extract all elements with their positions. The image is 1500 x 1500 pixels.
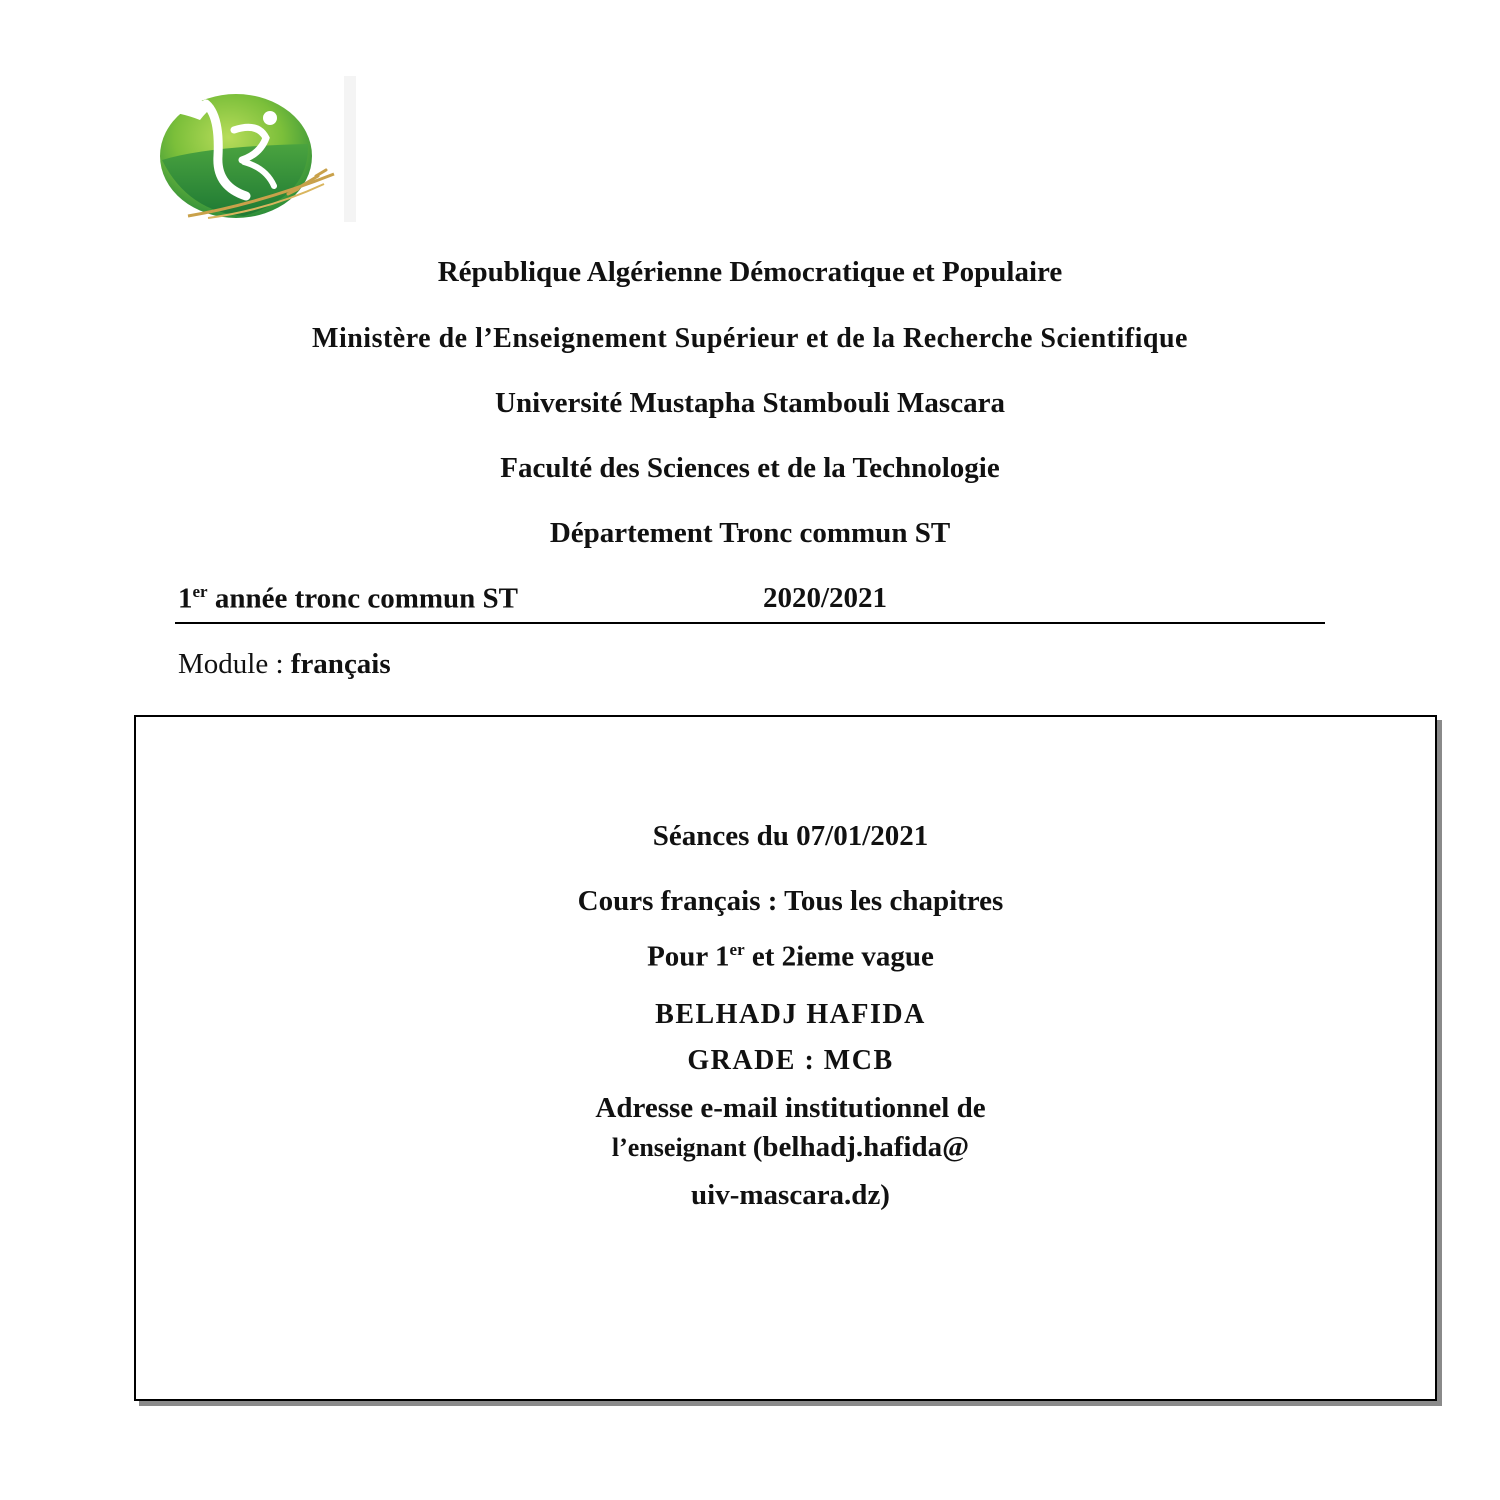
course-title: Cours français : Tous les chapitres (577, 885, 1004, 917)
header-faculty: Faculté des Sciences et de la Technologie (500, 452, 1000, 484)
header-divider (175, 622, 1325, 624)
teacher-name: BELHADJ HAFIDA (655, 999, 926, 1030)
level-label (178, 582, 518, 616)
email-line-3: uiv-mascara.dz) (691, 1179, 890, 1211)
level-text: année tronc commun ST (207, 582, 519, 615)
module-label: Module : (178, 648, 291, 680)
wave-suffix: et 2ieme vague (744, 940, 934, 973)
teacher-grade: GRADE : MCB (687, 1045, 894, 1076)
header-university: Université Mustapha Stambouli Mascara (495, 387, 1005, 419)
email-line2-value: (belhadj.hafida@ (752, 1131, 970, 1163)
module-line (178, 648, 391, 681)
level-superscript: er (192, 582, 208, 601)
email-line2-prefix: l’enseignant (611, 1133, 753, 1162)
email-line-2 (139, 1131, 1442, 1164)
module-value: français (290, 648, 391, 680)
university-logo-icon (148, 76, 358, 222)
academic-year: 2020/2021 (763, 582, 888, 614)
wave-prefix: Pour 1 (647, 940, 730, 973)
wave-superscript: er (729, 940, 745, 959)
header-department: Département Tronc commun ST (549, 517, 951, 549)
wave-line (139, 940, 1442, 974)
header-republic: République Algérienne Démocratique et Populaire (437, 256, 1063, 288)
level-number: 1 (178, 582, 193, 615)
email-label: Adresse e-mail institutionnel de (595, 1092, 986, 1124)
header-ministry: Ministère de l’Enseignement Supérieur et de la Recherche Scientifique (312, 323, 1188, 354)
session-info-box (134, 715, 1437, 1401)
session-date: Séances du 07/01/2021 (652, 820, 929, 852)
